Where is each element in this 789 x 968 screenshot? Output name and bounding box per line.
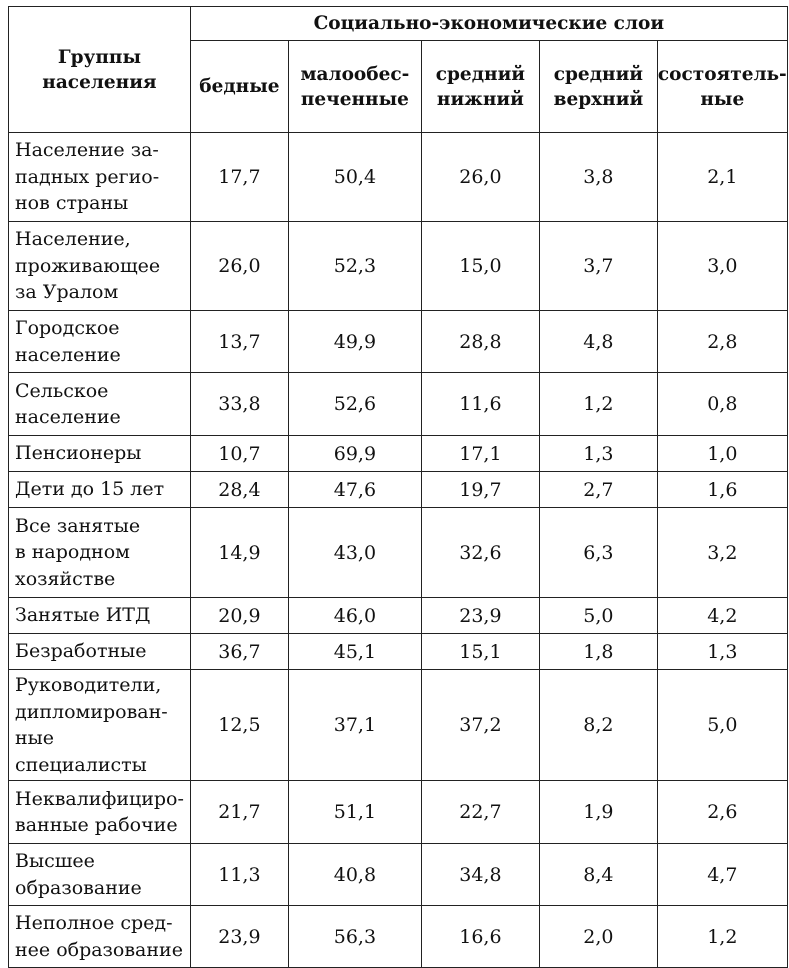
table-cell: 49,9 — [288, 311, 421, 373]
table-cell: 3,8 — [539, 133, 657, 222]
table-cell: 3,2 — [657, 508, 787, 598]
table-cell: 2,1 — [657, 133, 787, 222]
row-label-line: Руководители, — [15, 674, 162, 696]
row-label — [9, 670, 191, 781]
row-label-line: проживающее — [15, 254, 161, 277]
row-label-line: ванные рабочие — [15, 814, 178, 836]
row-label-line: нов страны — [15, 192, 129, 215]
table-cell: 37,2 — [421, 670, 539, 781]
table-cell: 2,8 — [657, 311, 787, 373]
row-label-line: дипломирован- — [15, 700, 168, 723]
table-cell: 1,3 — [657, 634, 787, 670]
row-label-line: Городское — [15, 317, 120, 339]
table-cell: 1,6 — [657, 472, 787, 508]
table-cell: 52,3 — [288, 222, 421, 311]
table-cell: 10,7 — [190, 436, 288, 472]
column-header — [421, 41, 539, 133]
table-cell: 6,3 — [539, 508, 657, 598]
row-label — [9, 222, 191, 311]
table-cell: 34,8 — [421, 844, 539, 906]
row-label — [9, 472, 191, 508]
row-label-line: Безработные — [15, 640, 147, 663]
table-cell: 51,1 — [288, 781, 421, 844]
table-cell: 46,0 — [288, 598, 421, 634]
table-cell: 1,3 — [539, 436, 657, 472]
row-label-line: образование — [15, 876, 142, 899]
table-cell: 28,8 — [421, 311, 539, 373]
table-row — [9, 598, 788, 634]
table-cell: 3,0 — [657, 222, 787, 311]
row-label-line: Дети до 15 лет — [15, 478, 165, 501]
table-row — [9, 311, 788, 373]
table-cell: 0,8 — [657, 373, 787, 436]
column-header — [190, 41, 288, 133]
table-cell: 37,1 — [288, 670, 421, 781]
table-cell: 15,1 — [421, 634, 539, 670]
row-label — [9, 373, 191, 436]
table-container — [8, 6, 788, 968]
table-cell: 23,9 — [421, 598, 539, 634]
super-header: Социально-экономические слои — [190, 7, 787, 41]
table-row — [9, 508, 788, 598]
table-cell: 2,0 — [539, 906, 657, 968]
row-label-line: ные специалисты — [15, 727, 147, 776]
table-cell: 3,7 — [539, 222, 657, 311]
row-label-line: население — [15, 406, 121, 428]
table-cell: 32,6 — [421, 508, 539, 598]
table-cell: 8,2 — [539, 670, 657, 781]
table-cell: 14,9 — [190, 508, 288, 598]
header-line: Группы — [57, 46, 142, 68]
row-label — [9, 436, 191, 472]
column-header — [657, 41, 787, 133]
table-cell: 17,7 — [190, 133, 288, 222]
table-cell: 11,6 — [421, 373, 539, 436]
table-cell: 47,6 — [288, 472, 421, 508]
table-row — [9, 472, 788, 508]
table-cell: 21,7 — [190, 781, 288, 844]
row-label-line: за Уралом — [15, 281, 119, 304]
table-row — [9, 844, 788, 906]
row-label — [9, 598, 191, 634]
table-row — [9, 781, 788, 844]
row-label-line: Пенсионеры — [15, 442, 142, 465]
data-table — [8, 6, 788, 968]
table-cell: 52,6 — [288, 373, 421, 436]
row-label — [9, 781, 191, 844]
table-cell: 5,0 — [657, 670, 787, 781]
row-label-line: Все занятые — [15, 514, 141, 537]
table-row — [9, 670, 788, 781]
row-label-line: Неполное сред- — [15, 912, 173, 934]
row-label-line: падных регио- — [15, 165, 160, 188]
table-cell: 11,3 — [190, 844, 288, 906]
row-label-line: нее образование — [15, 938, 183, 961]
row-label — [9, 634, 191, 670]
table-row — [9, 222, 788, 311]
table-cell: 2,6 — [657, 781, 787, 844]
row-label-line: Население за- — [15, 139, 159, 162]
header-line: населения — [42, 71, 157, 93]
table-cell: 16,6 — [421, 906, 539, 968]
header-line: средний — [435, 63, 526, 85]
header-line: средний — [553, 63, 644, 85]
table-cell: 2,7 — [539, 472, 657, 508]
header-line: состоятель- — [657, 63, 787, 85]
header-line: ные — [700, 88, 745, 110]
column-header — [288, 41, 421, 133]
table-cell: 69,9 — [288, 436, 421, 472]
table-cell: 20,9 — [190, 598, 288, 634]
table-cell: 5,0 — [539, 598, 657, 634]
header-line: нижний — [436, 88, 524, 110]
table-cell: 43,0 — [288, 508, 421, 598]
table-cell: 26,0 — [421, 133, 539, 222]
table-cell: 1,0 — [657, 436, 787, 472]
table-cell: 22,7 — [421, 781, 539, 844]
table-row — [9, 133, 788, 222]
table-cell: 56,3 — [288, 906, 421, 968]
table-row — [9, 436, 788, 472]
row-label-line: Неквалифициро- — [15, 787, 184, 810]
table-cell: 1,2 — [657, 906, 787, 968]
table-cell: 19,7 — [421, 472, 539, 508]
table-cell: 12,5 — [190, 670, 288, 781]
table-cell: 23,9 — [190, 906, 288, 968]
row-label — [9, 133, 191, 222]
table-cell: 8,4 — [539, 844, 657, 906]
table-cell: 4,2 — [657, 598, 787, 634]
row-label-line: в народном — [15, 541, 130, 564]
table-cell: 4,7 — [657, 844, 787, 906]
table-cell: 13,7 — [190, 311, 288, 373]
header-line: верхний — [553, 88, 644, 110]
row-label — [9, 844, 191, 906]
table-cell: 4,8 — [539, 311, 657, 373]
row-label-line: Население, — [15, 228, 131, 251]
table-cell: 40,8 — [288, 844, 421, 906]
table-cell: 26,0 — [190, 222, 288, 311]
header-line: малообес- — [300, 63, 410, 85]
table-cell: 28,4 — [190, 472, 288, 508]
table-cell: 50,4 — [288, 133, 421, 222]
column-header-groups — [9, 7, 191, 133]
table-cell: 1,2 — [539, 373, 657, 436]
row-label-line: Сельское — [15, 379, 109, 402]
row-label — [9, 508, 191, 598]
header-line: бедные — [199, 76, 280, 97]
row-label-line: Высшее — [15, 850, 95, 872]
table-cell: 45,1 — [288, 634, 421, 670]
table-cell: 1,9 — [539, 781, 657, 844]
row-label-line: Занятые ИТД — [15, 604, 151, 627]
table-cell: 17,1 — [421, 436, 539, 472]
table-row — [9, 373, 788, 436]
table-row — [9, 634, 788, 670]
table-cell: 15,0 — [421, 222, 539, 311]
row-label — [9, 311, 191, 373]
header-line: печенные — [300, 88, 409, 110]
column-header — [539, 41, 657, 133]
table-cell: 1,8 — [539, 634, 657, 670]
table-cell: 33,8 — [190, 373, 288, 436]
row-label-line: хозяйстве — [15, 567, 116, 590]
table-cell: 36,7 — [190, 634, 288, 670]
row-label-line: население — [15, 343, 121, 366]
